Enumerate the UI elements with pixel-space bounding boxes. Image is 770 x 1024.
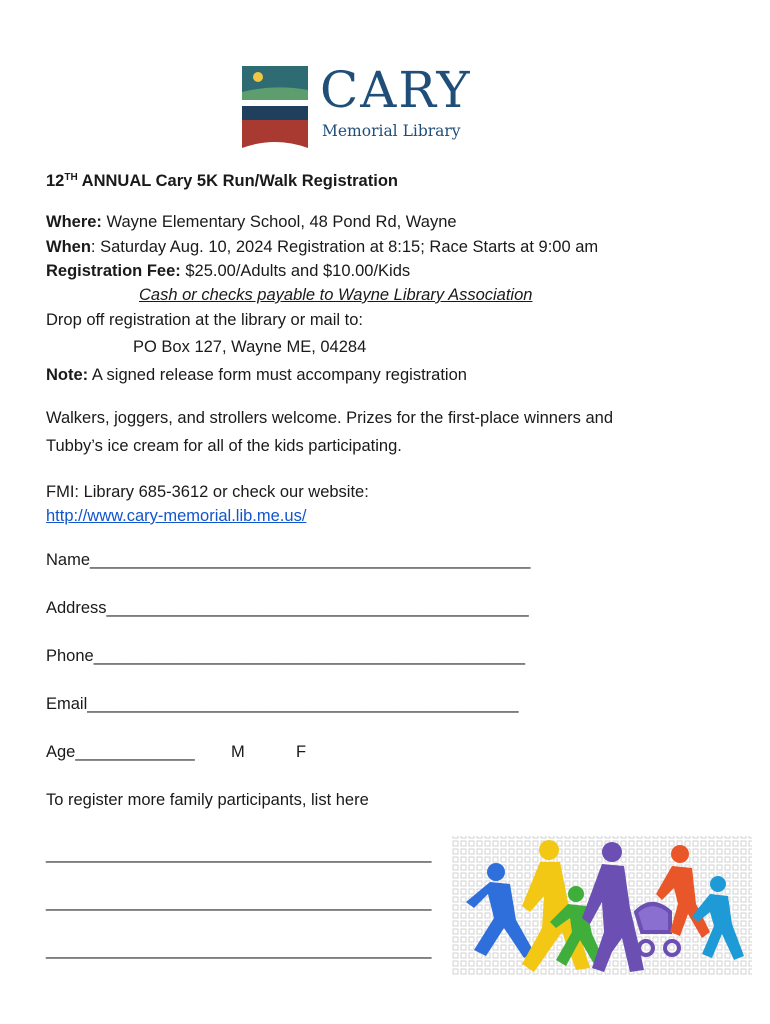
name-field[interactable]: Name________________________________________________ <box>46 551 531 569</box>
title-prefix: 12 <box>46 172 65 190</box>
gender-male-option[interactable]: M <box>231 743 245 761</box>
payable-note: Cash or checks payable to Wayne Library Association <box>139 286 533 304</box>
fmi-text: FMI: Library 685-3612 or check our website: <box>46 483 369 501</box>
family-line-2[interactable]: __________________________________________ <box>46 893 432 911</box>
runners-illustration <box>452 832 752 980</box>
logo-cary-text: CARY <box>320 61 472 119</box>
logo-subtitle: Memorial Library <box>322 122 461 140</box>
title-rest: ANNUAL Cary 5K Run/Walk Registration <box>77 172 398 190</box>
when-label: When <box>46 238 91 256</box>
gender-female-option[interactable]: F <box>296 743 307 761</box>
family-prompt: To register more family participants, list here <box>46 791 369 809</box>
note-text: A signed release form must accompany registration <box>88 366 467 384</box>
email-field[interactable]: Email_______________________________________________ <box>46 695 519 713</box>
address-field[interactable]: Address______________________________________________ <box>46 599 529 617</box>
note-label: Note: <box>46 366 89 384</box>
title-superscript: TH <box>64 172 78 183</box>
library-logo-mark <box>242 66 308 148</box>
family-line-1[interactable]: __________________________________________ <box>46 845 432 863</box>
age-field[interactable]: Age_____________ <box>46 743 195 761</box>
where-text: Wayne Elementary School, 48 Pond Rd, Wayne <box>101 213 457 231</box>
fee-label: Registration Fee: <box>46 262 181 280</box>
where-line <box>46 212 457 232</box>
fee-text: $25.00/Adults and $10.00/Kids <box>180 262 411 280</box>
dropoff-text: Drop off registration at the library or mail to: <box>46 311 363 329</box>
page-title <box>46 171 398 191</box>
family-line-3[interactable]: __________________________________________ <box>46 941 432 959</box>
mailing-address: PO Box 127, Wayne ME, 04284 <box>133 338 367 356</box>
when-text: : Saturday Aug. 10, 2024 Registration at 8:15; Race Starts at 9:00 am <box>90 238 599 256</box>
when-line <box>46 237 598 257</box>
walkers-text-line1: Walkers, joggers, and strollers welcome. Prizes for the first-place winners and <box>46 409 614 427</box>
cary-library-logo <box>242 61 492 150</box>
website-link[interactable]: http://www.cary-memorial.lib.me.us/ <box>46 507 307 525</box>
fee-line <box>46 261 410 281</box>
where-label: Where: <box>46 213 102 231</box>
walkers-text-line2: Tubby’s ice cream for all of the kids participating. <box>46 437 402 455</box>
phone-field[interactable]: Phone_______________________________________________ <box>46 647 526 665</box>
note-line <box>46 365 467 385</box>
